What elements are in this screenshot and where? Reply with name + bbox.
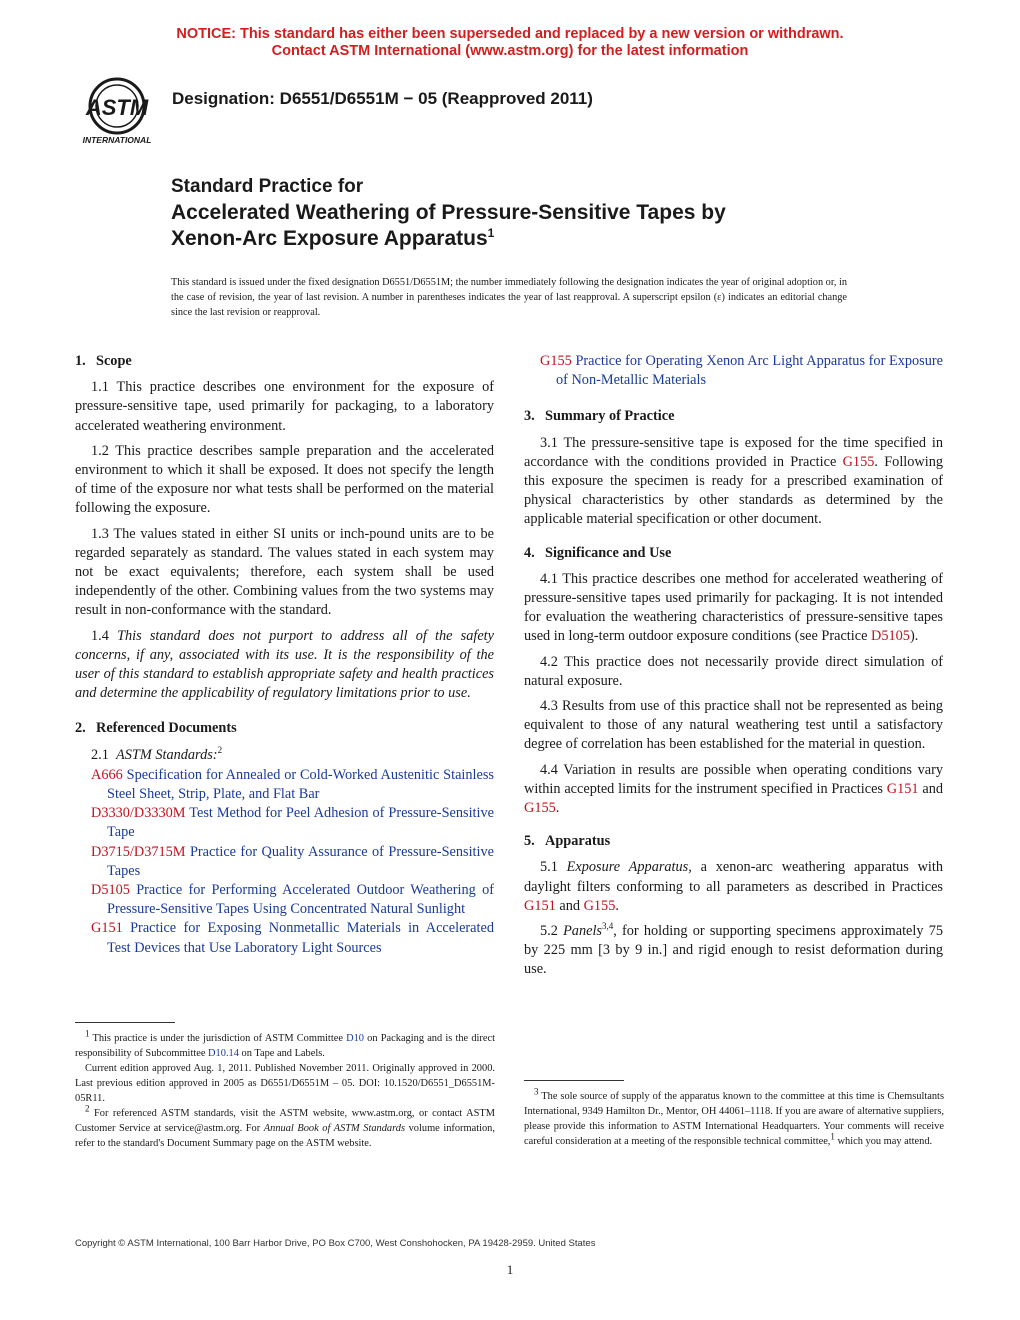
title-footnote-ref[interactable]: 1 xyxy=(487,226,495,240)
link-d10-14[interactable]: D10.14 xyxy=(208,1048,239,1059)
ref-item-g155[interactable]: G155 Practice for Operating Xenon Arc Light Apparatus for Exposure of Non-Metallic Materials xyxy=(540,353,944,389)
left-column xyxy=(75,352,494,958)
significance-p2: 4.2 This practice does not necessarily provide direct simulation of natural exposure. xyxy=(524,653,943,689)
section-heading-significance: 4. Significance and Use xyxy=(524,544,672,561)
footnote-3: $^3$ The sole source of supply of the apparatus known to the committee at this time is Chemsultants International, 9349 Hamilton Dr., Mentor, OH 44061–1118. If you are aware of alternative suppliers, please provide this information to ASTM International Headquarters. Your comments will receive careful consideration at a meeting of the responsible technical committee,$^1$ which you may attend. xyxy=(524,1086,944,1147)
ref-item-d3330[interactable]: D3330/D3330M Test Method for Peel Adhesion of Pressure-Sensitive Tape xyxy=(91,805,494,841)
logo-letters: ASTM xyxy=(85,95,149,120)
astm-logo xyxy=(74,76,162,146)
document-title xyxy=(171,174,891,252)
copyright: Copyright © ASTM International, 100 Barr Harbor Drive, PO Box C700, West Conshohocken, PA 19428-2959. United States xyxy=(75,1238,596,1249)
section-heading-apparatus: 5. Apparatus xyxy=(524,833,611,850)
refs-subheading: 2.1 ASTM Standards:$^2$ xyxy=(91,744,223,763)
section-heading-scope: 1. Scope xyxy=(75,353,132,369)
footnote-1-current: Current edition approved Aug. 1, 2011. Published November 2011. Originally approved in 2000. Last previous edition approved in 2005 as D6551/D6551M – 05. DOI: 10.1520/D6551_D6551M-05R11. xyxy=(75,1063,495,1104)
link-g151[interactable]: G151 xyxy=(886,780,919,797)
scope-p2: 1.2 This practice describes sample preparation and the accelerated environment to which it shall be exposed. It does not specify the length of time of the exposure nor what tests shall be performed on the material following the exposure. xyxy=(75,442,494,517)
link-g155[interactable]: G155 xyxy=(842,453,875,470)
footnote-1: $^1$ This practice is under the jurisdiction of ASTM Committee D10 on Packaging and is the direct responsibility of Subcommittee D10.14 on Tape and Labels. xyxy=(75,1028,495,1059)
scope-p1: 1.1 This practice describes one environment for the exposure of pressure-sensitive tape, used primarily for packaging, to a laboratory accelerated weathering environment. xyxy=(75,379,494,434)
ref-item-a666[interactable]: A666 Specification for Annealed or Cold-Worked Austenitic Stainless Steel Sheet, Strip, Plate, and Flat Bar xyxy=(91,766,494,803)
ref-item-g151[interactable]: G151 Practice for Exposing Nonmetallic Materials in Accelerated Test Devices that Use Laboratory Light Sources xyxy=(91,920,494,956)
significance-p3: 4.3 Results from use of this practice shall not be represented as being equivalent to those of any natural weathering test until a satisfactory degree of correlation has been established for the material in question. xyxy=(524,698,943,753)
scope-p3: 1.3 The values stated in either SI units or inch-pound units are to be regarded separately as standard. The values stated in each system may not be exact equivalents; therefore, each system shall be used independently of the other. Combining values from the two systems may result in non-conformance with the standard. xyxy=(75,525,494,619)
title-line-1: Standard Practice for xyxy=(171,176,364,197)
footnotes-right xyxy=(524,1080,944,1149)
apparatus-p2: 5.2 Panels$^{3,4}$, for holding or supporting specimens approximately 75 by 225 mm [3 by 9 in.] and rigid enough to resist deformation during use. xyxy=(524,921,944,978)
designation: Designation: D6551/D6551M − 05 (Reapproved 2011) xyxy=(172,89,593,108)
ref-item-d3715[interactable]: D3715/D3715M Practice for Quality Assurance of Pressure-Sensitive Tapes xyxy=(91,843,494,879)
link-g155-2[interactable]: G155 xyxy=(524,800,556,817)
link-d10[interactable]: D10 xyxy=(346,1033,365,1044)
notice-line-2: Contact ASTM International (www.astm.org) for the latest information xyxy=(271,43,749,59)
issued-note: This standard is issued under the fixed designation D6551/D6551M; the number immediately following the designation indicates the year of original adoption or, in the case of revision, the year of last revision. A number in parentheses indicates the year of last reapproval. A superscript epsilon (ε) indicates an editorial change since the last revision or reapproval. xyxy=(171,277,847,318)
notice-line-1: NOTICE: This standard has either been superseded and replaced by a new version or withdrawn. xyxy=(176,26,844,42)
significance-p4: 4.4 Variation in results are possible when operating conditions vary within accepted limits for the instrument specified in Practices G151 and G155. xyxy=(524,761,943,817)
ref-item-d5105[interactable]: D5105 Practice for Performing Accelerated Outdoor Weathering of Pressure-Sensitive Tapes Using Concentrated Natural Sunlight xyxy=(91,882,494,918)
section-heading-refs: 2. Referenced Documents xyxy=(75,720,237,737)
link-g151-2[interactable]: G151 xyxy=(524,897,556,914)
section-heading-summary: 3. Summary of Practice xyxy=(524,408,675,425)
page-number: 1 xyxy=(506,1262,514,1277)
apparatus-p1: 5.1 Exposure Apparatus, a xenon-arc weathering apparatus with daylight filters conforming to all parameters as described in Practices G151 and G155. xyxy=(524,859,943,914)
scope-p4: 1.4 This standard does not purport to address all of the safety concerns, if any, associated with its use. It is the responsibility of the user of this standard to establish appropriate safety and health practices and determine the applicability of regulatory limitations prior to use. xyxy=(75,627,494,702)
footnote-divider-right xyxy=(524,1080,624,1081)
footnote-2: $^2$ For referenced ASTM standards, visit the ASTM website, www.astm.org, or contact ASTM Customer Service at service@astm.org. For Annual Book of ASTM Standards volume information, refer to the standard's Document Summary page on the ASTM website. xyxy=(75,1103,495,1149)
link-g155-3[interactable]: G155 xyxy=(583,897,616,914)
right-column xyxy=(524,352,943,986)
logo-sub: INTERNATIONAL xyxy=(82,135,152,145)
summary-p1: 3.1 The pressure-sensitive tape is exposed for the time specified in accordance with the conditions provided in Practice G155. Following this exposure the specimen is ready for a prescribed examination of physical characteristics by other standards as determined by the applicable material specification or other document. xyxy=(524,434,944,528)
astm-logo-icon xyxy=(74,76,162,146)
footnotes-left xyxy=(75,1022,495,1151)
withdrawn-notice xyxy=(0,26,1020,60)
link-d5105[interactable]: D5105 xyxy=(871,628,910,645)
significance-p1: 4.1 This practice describes one method for accelerated weathering of pressure-sensitive tapes used primarily for packaging. It is not intended for evaluation the weathering characteristics of pressure-sensitive tapes used in long-term outdoor exposure conditions (see Practice D5105). xyxy=(524,570,943,645)
title-line-2: Accelerated Weathering of Pressure-Sensitive Tapes by xyxy=(171,201,726,224)
title-line-3: Xenon-Arc Exposure Apparatus$^1$ xyxy=(171,226,495,250)
footnote-divider xyxy=(75,1022,175,1023)
